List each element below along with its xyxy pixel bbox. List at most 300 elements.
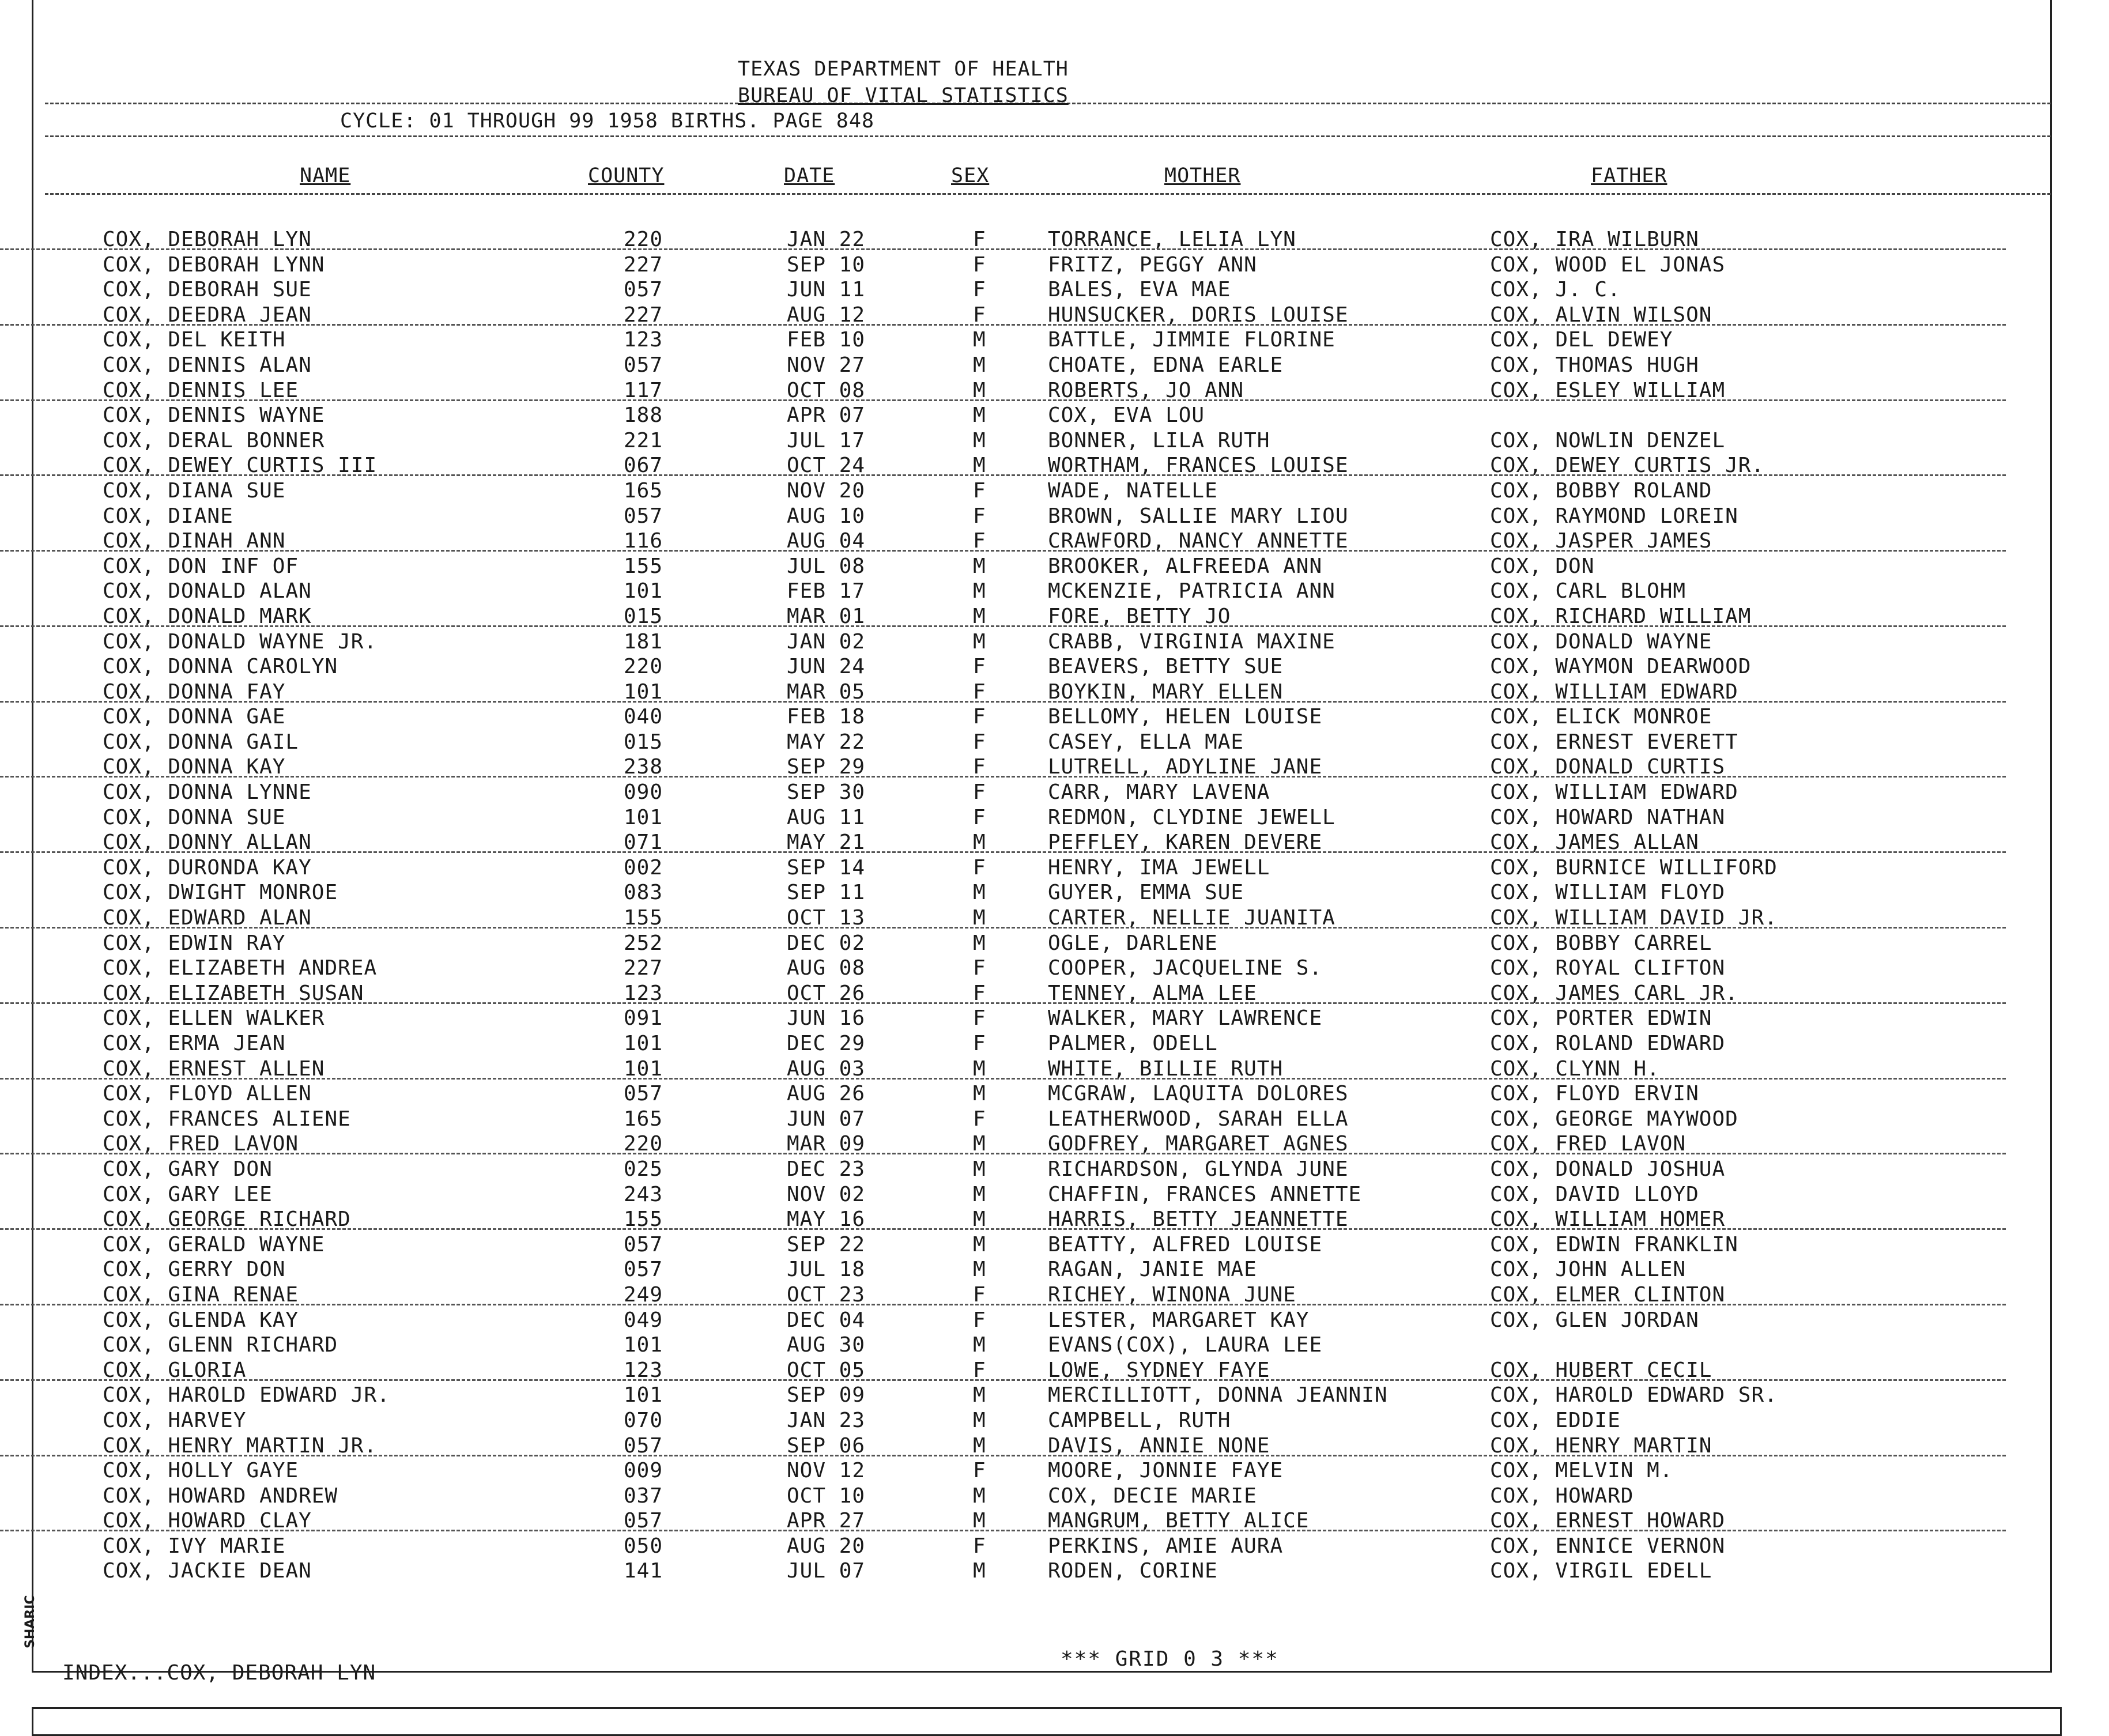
record-father: COX, RAYMOND LOREIN: [1490, 504, 1738, 528]
record-father: COX, ERNEST HOWARD: [1490, 1509, 1726, 1533]
record-row: [0, 454, 2109, 479]
record-father: COX, DEWEY CURTIS JR.: [1490, 454, 1765, 478]
record-date: DEC 23: [787, 1157, 866, 1181]
record-date: NOV 02: [787, 1182, 866, 1206]
record-father: COX, MELVIN M.: [1490, 1459, 1673, 1483]
record-name: COX, DWIGHT MONROE: [103, 881, 338, 905]
record-date: SEP 06: [787, 1433, 866, 1458]
row-rule: [0, 1379, 2006, 1381]
header-bureau: BUREAU OF VITAL STATISTICS: [738, 84, 1069, 107]
record-row: [0, 504, 2109, 530]
record-county: 083: [624, 881, 663, 905]
record-sex: F: [973, 1107, 986, 1131]
record-mother: MANGRUM, BETTY ALICE: [1048, 1509, 1310, 1533]
record-row: [0, 1358, 2109, 1384]
record-date: OCT 10: [787, 1484, 866, 1508]
record-mother: PALMER, ODELL: [1048, 1032, 1218, 1055]
record-name: COX, DEBORAH SUE: [103, 278, 312, 302]
record-father: COX, VIRGIL EDELL: [1490, 1559, 1712, 1583]
record-row: [0, 554, 2109, 580]
record-row: [0, 605, 2109, 630]
record-name: COX, DEWEY CURTIS III: [103, 454, 378, 478]
record-sex: M: [973, 1157, 986, 1181]
record-county: 015: [624, 730, 663, 754]
record-county: 025: [624, 1157, 663, 1181]
record-sex: F: [973, 1459, 986, 1483]
record-sex: F: [973, 1006, 986, 1031]
record-sex: F: [973, 730, 986, 754]
record-date: AUG 20: [787, 1534, 866, 1558]
record-mother: MCKENZIE, PATRICIA ANN: [1048, 579, 1335, 603]
record-date: NOV 12: [787, 1459, 866, 1483]
record-name: COX, HAROLD EDWARD JR.: [103, 1383, 390, 1407]
record-mother: DAVIS, ANNIE NONE: [1048, 1433, 1270, 1458]
record-sex: F: [973, 278, 986, 302]
record-sex: F: [973, 252, 986, 277]
record-mother: OGLE, DARLENE: [1048, 931, 1218, 955]
record-mother: BEATTY, ALFRED LOUISE: [1048, 1232, 1323, 1256]
record-date: NOV 20: [787, 478, 866, 503]
record-name: COX, FRED LAVON: [103, 1132, 299, 1156]
record-mother: BROOKER, ALFREEDA ANN: [1048, 554, 1323, 578]
col-header-father: FATHER: [1591, 164, 1667, 187]
record-row: [0, 831, 2109, 856]
record-name: COX, DEBORAH LYNN: [103, 252, 325, 277]
record-father: COX, GEORGE MAYWOOD: [1490, 1107, 1738, 1131]
record-county: 101: [624, 579, 663, 603]
record-row: [0, 303, 2109, 329]
record-name: COX, DIANA SUE: [103, 478, 286, 503]
record-father: COX, DONALD WAYNE: [1490, 629, 1712, 654]
record-date: AUG 03: [787, 1056, 866, 1081]
record-mother: BATTLE, JIMMIE FLORINE: [1048, 328, 1335, 352]
record-name: COX, GARY LEE: [103, 1182, 273, 1206]
record-mother: BOYKIN, MARY ELLEN: [1048, 680, 1284, 704]
record-name: COX, DONNA CAROLYN: [103, 655, 338, 679]
record-sex: F: [973, 655, 986, 679]
record-name: COX, DIANE: [103, 504, 233, 528]
record-mother: CARR, MARY LAVENA: [1048, 780, 1270, 805]
record-row: [0, 1534, 2109, 1560]
record-father: COX, HOWARD NATHAN: [1490, 805, 1726, 829]
record-mother: PERKINS, AMIE AURA: [1048, 1534, 1284, 1558]
row-rule: [0, 474, 2006, 476]
record-sex: F: [973, 504, 986, 528]
record-row: [0, 755, 2109, 780]
record-mother: HENRY, IMA JEWELL: [1048, 855, 1270, 880]
grid-indicator: *** GRID 0 3 ***: [1061, 1647, 1279, 1671]
record-sex: F: [973, 855, 986, 880]
record-county: 252: [624, 931, 663, 955]
record-row: [0, 429, 2109, 454]
record-date: MAY 22: [787, 730, 866, 754]
record-father: COX, DONALD CURTIS: [1490, 755, 1726, 779]
record-name: COX, HENRY MARTIN JR.: [103, 1433, 378, 1458]
record-county: 050: [624, 1534, 663, 1558]
record-name: COX, DONNA LYNNE: [103, 780, 312, 805]
record-county: 243: [624, 1182, 663, 1206]
row-rule: [0, 399, 2006, 401]
record-date: AUG 30: [787, 1333, 866, 1357]
record-name: COX, DENNIS LEE: [103, 378, 299, 402]
record-date: SEP 29: [787, 755, 866, 779]
record-row: [0, 1258, 2109, 1283]
record-county: 227: [624, 303, 663, 327]
col-header-date: DATE: [784, 164, 835, 187]
record-county: 249: [624, 1282, 663, 1307]
record-row: [0, 278, 2109, 303]
record-county: 101: [624, 1383, 663, 1407]
record-mother: CHOATE, EDNA EARLE: [1048, 353, 1284, 377]
record-name: COX, ELLEN WALKER: [103, 1006, 325, 1031]
record-sex: M: [973, 931, 986, 955]
record-date: OCT 13: [787, 906, 866, 930]
record-mother: GUYER, EMMA SUE: [1048, 881, 1244, 905]
record-row: [0, 806, 2109, 831]
record-father: COX, WAYMON DEARWOOD: [1490, 655, 1752, 679]
record-mother: TENNEY, ALMA LEE: [1048, 981, 1257, 1005]
column-header-rule: [45, 193, 2051, 195]
record-name: COX, IVY MARIE: [103, 1534, 286, 1558]
record-father: COX, EDDIE: [1490, 1408, 1621, 1432]
record-name: COX, FRANCES ALIENE: [103, 1107, 351, 1131]
record-county: 221: [624, 428, 663, 452]
record-mother: WADE, NATELLE: [1048, 478, 1218, 503]
record-date: AUG 11: [787, 805, 866, 829]
record-county: 165: [624, 478, 663, 503]
record-row: [0, 1157, 2109, 1183]
record-date: MAY 21: [787, 831, 866, 855]
record-sex: M: [973, 881, 986, 905]
record-row: [0, 1283, 2109, 1308]
record-date: FEB 10: [787, 328, 866, 352]
record-sex: F: [973, 755, 986, 779]
row-rule: [0, 701, 2006, 703]
record-row: [0, 353, 2109, 379]
record-name: COX, HARVEY: [103, 1408, 247, 1432]
row-rule: [0, 1228, 2006, 1230]
record-sex: M: [973, 629, 986, 654]
record-sex: F: [973, 303, 986, 327]
record-sex: M: [973, 906, 986, 930]
record-mother: CHAFFIN, FRANCES ANNETTE: [1048, 1182, 1362, 1206]
record-sex: M: [973, 1433, 986, 1458]
record-date: APR 27: [787, 1509, 866, 1533]
record-father: COX, FRED LAVON: [1490, 1132, 1687, 1156]
record-date: OCT 05: [787, 1358, 866, 1382]
record-county: 057: [624, 1232, 663, 1256]
record-row: [0, 630, 2109, 655]
record-mother: BALES, EVA MAE: [1048, 278, 1231, 302]
record-father: COX, JAMES ALLAN: [1490, 831, 1699, 855]
record-father: COX, GLEN JORDAN: [1490, 1308, 1699, 1332]
record-date: MAR 01: [787, 604, 866, 628]
record-sex: M: [973, 1383, 986, 1407]
record-sex: F: [973, 478, 986, 503]
record-name: COX, DURONDA KAY: [103, 855, 312, 880]
record-sex: M: [973, 579, 986, 603]
record-county: 123: [624, 1358, 663, 1382]
record-row: [0, 579, 2109, 605]
record-county: 155: [624, 554, 663, 578]
record-county: 071: [624, 831, 663, 855]
row-rule: [0, 776, 2006, 778]
record-sex: M: [973, 1132, 986, 1156]
record-father: COX, ENNICE VERNON: [1490, 1534, 1726, 1558]
record-date: APR 07: [787, 403, 866, 428]
record-row: [0, 680, 2109, 705]
record-sex: F: [973, 705, 986, 729]
record-date: SEP 09: [787, 1383, 866, 1407]
record-date: JUL 18: [787, 1258, 866, 1282]
index-line: INDEX...COX, DEBORAH LYN: [62, 1661, 376, 1685]
record-date: MAR 05: [787, 680, 866, 704]
row-rule: [0, 927, 2006, 929]
record-row: [0, 931, 2109, 957]
record-name: COX, DONNA FAY: [103, 680, 286, 704]
record-row: [0, 253, 2109, 278]
record-sex: M: [973, 1258, 986, 1282]
record-row: [0, 655, 2109, 680]
record-mother: BONNER, LILA RUTH: [1048, 428, 1270, 452]
row-rule: [0, 1153, 2006, 1154]
record-county: 101: [624, 1333, 663, 1357]
record-mother: FRITZ, PEGGY ANN: [1048, 252, 1257, 277]
record-county: 091: [624, 1006, 663, 1031]
record-name: COX, DERAL BONNER: [103, 428, 325, 452]
record-father: COX, RICHARD WILLIAM: [1490, 604, 1752, 628]
record-row: [0, 328, 2109, 353]
record-mother: GODFREY, MARGARET AGNES: [1048, 1132, 1349, 1156]
record-mother: MOORE, JONNIE FAYE: [1048, 1459, 1284, 1483]
record-mother: LUTRELL, ADYLINE JANE: [1048, 755, 1323, 779]
record-county: 227: [624, 252, 663, 277]
record-name: COX, DENNIS ALAN: [103, 353, 312, 377]
record-mother: RICHEY, WINONA JUNE: [1048, 1282, 1296, 1307]
record-sex: F: [973, 981, 986, 1005]
record-date: JAN 02: [787, 629, 866, 654]
record-date: MAY 16: [787, 1207, 866, 1232]
record-row: [0, 1409, 2109, 1434]
record-county: 155: [624, 906, 663, 930]
record-row: [0, 856, 2109, 881]
record-name: COX, DONALD ALAN: [103, 579, 312, 603]
record-name: COX, DEEDRA JEAN: [103, 303, 312, 327]
record-date: AUG 12: [787, 303, 866, 327]
record-county: 101: [624, 805, 663, 829]
record-row: [0, 1082, 2109, 1107]
record-mother: LOWE, SYDNEY FAYE: [1048, 1358, 1270, 1382]
record-name: COX, HOWARD ANDREW: [103, 1484, 338, 1508]
record-father: COX, JOHN ALLEN: [1490, 1258, 1687, 1282]
record-name: COX, DENNIS WAYNE: [103, 403, 325, 428]
row-rule: [0, 625, 2006, 627]
record-name: COX, GARY DON: [103, 1157, 273, 1181]
record-name: COX, GEORGE RICHARD: [103, 1207, 351, 1232]
record-row: [0, 1032, 2109, 1057]
record-date: AUG 26: [787, 1082, 866, 1106]
record-county: 057: [624, 1258, 663, 1282]
record-date: FEB 18: [787, 705, 866, 729]
record-date: JUN 24: [787, 655, 866, 679]
record-mother: CAMPBELL, RUTH: [1048, 1408, 1231, 1432]
record-sex: M: [973, 403, 986, 428]
record-row: [0, 1484, 2109, 1509]
row-rule: [0, 550, 2006, 552]
record-county: 123: [624, 981, 663, 1005]
record-date: DEC 02: [787, 931, 866, 955]
record-name: COX, ELIZABETH SUSAN: [103, 981, 364, 1005]
record-mother: LESTER, MARGARET KAY: [1048, 1308, 1310, 1332]
record-father: COX, ELICK MONROE: [1490, 705, 1712, 729]
record-father: COX, WILLIAM EDWARD: [1490, 780, 1738, 805]
record-father: COX, JASPER JAMES: [1490, 529, 1712, 553]
record-sex: F: [973, 228, 986, 251]
record-sex: F: [973, 1358, 986, 1382]
record-date: SEP 10: [787, 252, 866, 277]
record-sex: M: [973, 831, 986, 855]
record-date: MAR 09: [787, 1132, 866, 1156]
record-name: COX, DEBORAH LYN: [103, 228, 312, 251]
record-date: NOV 27: [787, 353, 866, 377]
record-county: 116: [624, 529, 663, 553]
header-department: TEXAS DEPARTMENT OF HEALTH: [738, 58, 1069, 81]
record-row: [0, 1207, 2109, 1233]
record-sex: M: [973, 1559, 986, 1583]
record-name: COX, HOWARD CLAY: [103, 1509, 312, 1533]
record-name: COX, DONALD MARK: [103, 604, 312, 628]
record-sex: M: [973, 554, 986, 578]
record-name: COX, GINA RENAE: [103, 1282, 299, 1307]
record-row: [0, 1333, 2109, 1358]
record-name: COX, DONNY ALLAN: [103, 831, 312, 855]
record-date: JUL 07: [787, 1559, 866, 1583]
record-mother: PEFFLEY, KAREN DEVERE: [1048, 831, 1323, 855]
record-father: COX, NOWLIN DENZEL: [1490, 428, 1726, 452]
record-father: COX, WILLIAM EDWARD: [1490, 680, 1738, 704]
record-sex: M: [973, 1509, 986, 1533]
record-row: [0, 1183, 2109, 1208]
record-father: COX, DONALD JOSHUA: [1490, 1157, 1726, 1181]
record-father: COX, ROYAL CLIFTON: [1490, 956, 1726, 980]
record-sex: M: [973, 428, 986, 452]
record-row: [0, 982, 2109, 1007]
record-sex: F: [973, 1534, 986, 1558]
record-mother: RODEN, CORINE: [1048, 1559, 1218, 1583]
record-mother: COX, DECIE MARIE: [1048, 1484, 1257, 1508]
record-sex: F: [973, 956, 986, 980]
record-row: [0, 228, 2109, 253]
record-date: JUL 17: [787, 428, 866, 452]
record-father: COX, CLYNN H.: [1490, 1056, 1660, 1081]
record-county: 067: [624, 454, 663, 478]
record-date: AUG 04: [787, 529, 866, 553]
record-mother: RICHARDSON, GLYNDA JUNE: [1048, 1157, 1349, 1181]
cycle-line: CYCLE: 01 THROUGH 99 1958 BIRTHS. PAGE 848: [340, 110, 875, 133]
record-mother: ROBERTS, JO ANN: [1048, 378, 1244, 402]
record-father: COX, DAVID LLOYD: [1490, 1182, 1699, 1206]
record-name: COX, DONALD WAYNE JR.: [103, 629, 378, 654]
record-father: COX, JAMES CARL JR.: [1490, 981, 1738, 1005]
record-name: COX, ERNEST ALLEN: [103, 1056, 325, 1081]
row-rule: [0, 1304, 2006, 1305]
record-row: [0, 1308, 2109, 1334]
record-mother: MCGRAW, LAQUITA DOLORES: [1048, 1082, 1349, 1106]
record-sex: M: [973, 1484, 986, 1508]
record-mother: BELLOMY, HELEN LOUISE: [1048, 705, 1323, 729]
record-father: COX, BOBBY ROLAND: [1490, 478, 1712, 503]
record-date: AUG 10: [787, 504, 866, 528]
record-father: COX, IRA WILBURN: [1490, 228, 1699, 251]
record-father: COX, HENRY MARTIN: [1490, 1433, 1712, 1458]
record-row: [0, 906, 2109, 931]
col-header-sex: SEX: [951, 164, 990, 187]
record-county: 015: [624, 604, 663, 628]
record-mother: BEAVERS, BETTY SUE: [1048, 655, 1284, 679]
record-mother: FORE, BETTY JO: [1048, 604, 1231, 628]
record-date: OCT 23: [787, 1282, 866, 1307]
record-name: COX, GERALD WAYNE: [103, 1232, 325, 1256]
record-name: COX, FLOYD ALLEN: [103, 1082, 312, 1106]
record-county: 117: [624, 378, 663, 402]
record-sex: F: [973, 780, 986, 805]
record-row: [0, 1057, 2109, 1082]
record-mother: CASEY, ELLA MAE: [1048, 730, 1244, 754]
record-name: COX, DON INF OF: [103, 554, 299, 578]
record-date: JUN 11: [787, 278, 866, 302]
record-county: 165: [624, 1107, 663, 1131]
record-sex: F: [973, 529, 986, 553]
record-county: 009: [624, 1459, 663, 1483]
record-father: COX, EDWIN FRANKLIN: [1490, 1232, 1738, 1256]
record-name: COX, GLENDA KAY: [103, 1308, 299, 1332]
record-father: COX, J. C.: [1490, 278, 1621, 302]
record-father: COX, ESLEY WILLIAM: [1490, 378, 1726, 402]
col-header-county: COUNTY: [588, 164, 665, 187]
record-county: 002: [624, 855, 663, 880]
record-mother: WORTHAM, FRANCES LOUISE: [1048, 454, 1349, 478]
record-county: 057: [624, 278, 663, 302]
record-mother: CARTER, NELLIE JUANITA: [1048, 906, 1335, 930]
record-county: 057: [624, 1082, 663, 1106]
record-sex: M: [973, 328, 986, 352]
next-page-frame: [32, 1707, 2062, 1736]
record-row: [0, 379, 2109, 404]
record-row: [0, 956, 2109, 982]
record-county: 123: [624, 328, 663, 352]
record-date: JAN 22: [787, 228, 866, 251]
record-mother: TORRANCE, LELIA LYN: [1048, 228, 1296, 251]
record-father: COX, HAROLD EDWARD SR.: [1490, 1383, 1778, 1407]
record-sex: M: [973, 1056, 986, 1081]
record-county: 227: [624, 956, 663, 980]
row-rule: [0, 1455, 2006, 1456]
record-sex: M: [973, 1408, 986, 1432]
record-county: 155: [624, 1207, 663, 1232]
record-sex: M: [973, 378, 986, 402]
record-name: COX, DEL KEITH: [103, 328, 286, 352]
record-county: 070: [624, 1408, 663, 1432]
record-sex: M: [973, 1333, 986, 1357]
record-father: COX, WOOD EL JONAS: [1490, 252, 1726, 277]
record-name: COX, ERMA JEAN: [103, 1032, 286, 1055]
record-father: COX, PORTER EDWIN: [1490, 1006, 1712, 1031]
record-county: 057: [624, 1509, 663, 1533]
record-mother: HUNSUCKER, DORIS LOUISE: [1048, 303, 1349, 327]
record-mother: MERCILLIOTT, DONNA JEANNIN: [1048, 1383, 1388, 1407]
record-row: [0, 1509, 2109, 1534]
record-row: [0, 1006, 2109, 1032]
